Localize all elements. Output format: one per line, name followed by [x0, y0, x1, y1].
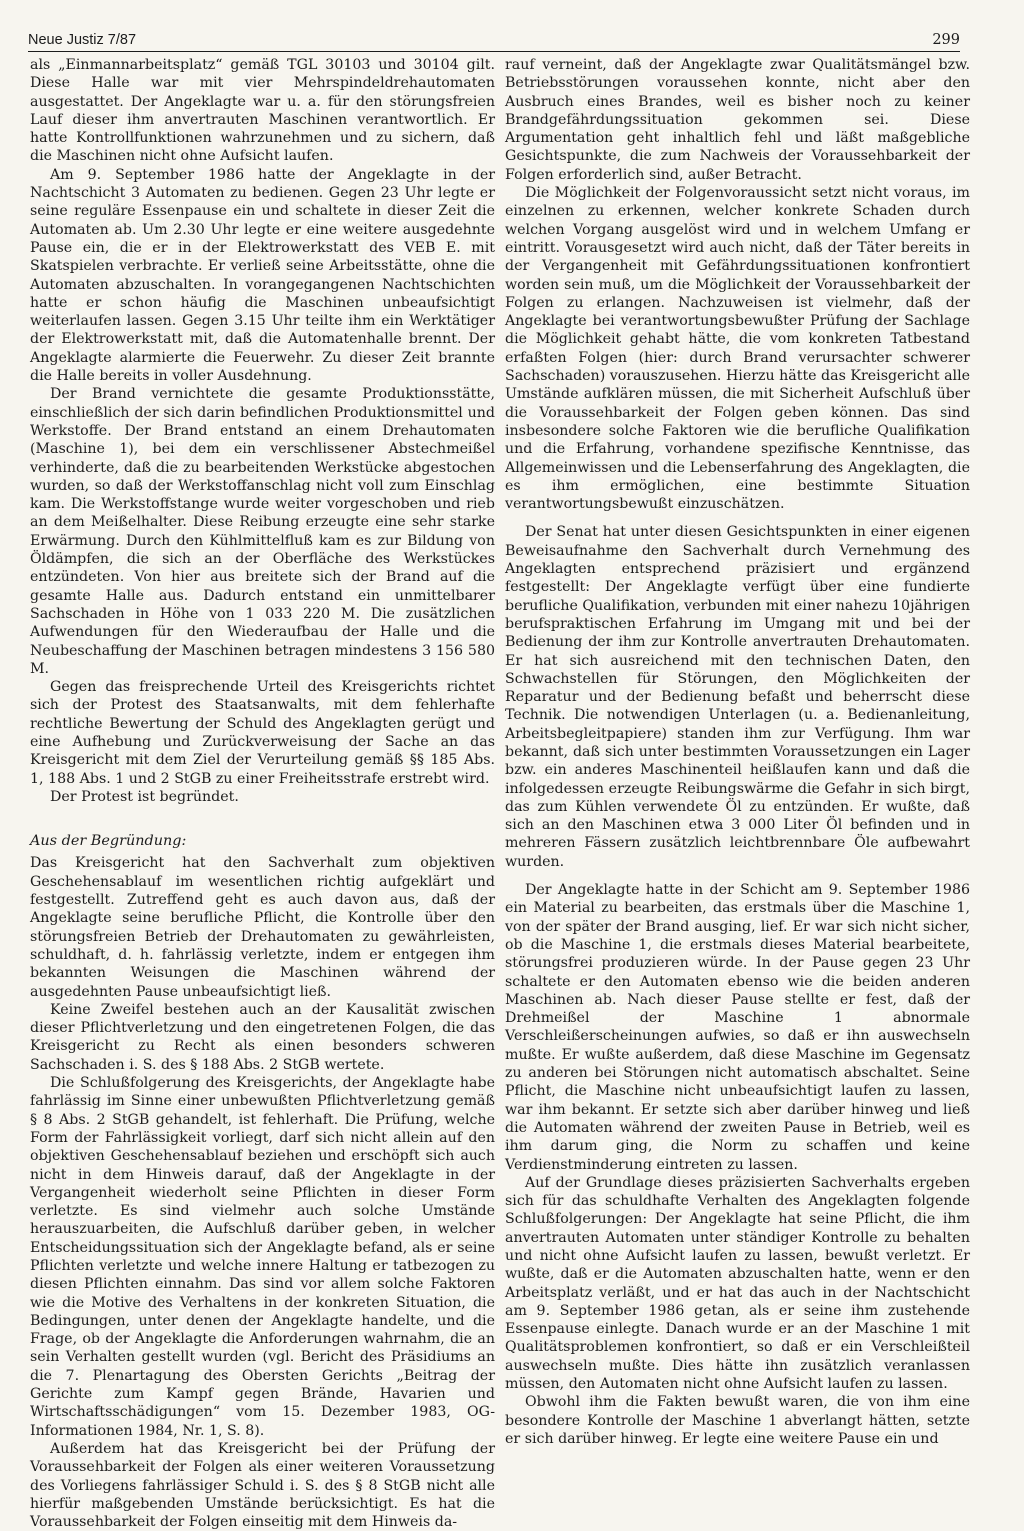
page-number: 299 [932, 32, 960, 48]
paragraph: Die Schlußfolgerung des Kreisgerichts, der Angeklagte habe fahrlässig im Sinne einer unbewußten Pflichtverletzung gemäß § 8 Abs. 2 StGB gehandelt, ist fehlerhaft. Die Prüfung, welche Form der Fahrlässigkeit vorliegt, darf sich nicht allein auf den objektiven Geschehensablauf beziehen und erschöpft sich auch nicht in dem Hinweis darauf, daß der Angeklagte in der Vergangenheit wiederholt seine Pflichten in dieser Form verletzte. Es sind vielmehr auch solche Umstände herauszuarbeiten, die Aufschluß darüber geben, in welcher Entscheidungssituation sich der Angeklagte befand, als er seine Pflichten verletzte und welche innere Haltung er tatbezogen zu diesen Pflichten einnahm. Das sind vor allem solche Faktoren wie die Motive des Verhaltens in der konkreten Situation, die Bedingungen, unter denen der Angeklagte handelte, und die Frage, ob der Angeklagte die Anforderungen wahrnahm, die an sein Verhalten gestellt wurden (vgl. Bericht des Präsidiums an die 7. Plenartagung des Obersten Gerichts „Beitrag der Gerichte zum Kampf gegen Brände, Havarien und Wirtschaftsschädigungen“ vom 15. Dezember 1983, OG-Informationen 1984, Nr. 1, S. 8). [30, 1075, 495, 1439]
left-column [30, 56, 495, 1531]
paragraph: Die Möglichkeit der Folgenvoraussicht setzt nicht voraus, im einzelnen zu erkennen, welcher konkrete Schaden durch welchen Vorgang ausgelöst wird und in welchem Umfang er eintritt. Vorausgesetzt wird auch nicht, daß der Täter bereits in der Vergangenheit mit Gefährdungssituationen konfrontiert worden sein muß, um die Möglichkeit der Voraussehbarkeit der Folgen zu erlangen. Nachzuweisen ist vielmehr, daß der Angeklagte bei verantwortungsbewußter Prüfung der Sachlage die Möglichkeit gehabt hätte, die vom konkreten Tatbestand erfaßten Folgen (hier: durch Brand verursachter schwerer Sachschaden) vorauszusehen. Hierzu hätte das Kreisgericht alle Umstände aufklären müssen, die mit Sicherheit Aufschluß über die Voraussehbarkeit der Folgen geben können. Das sind insbesondere solche Faktoren wie die berufliche Qualifikation und die Erfahrung, vorhandene spezifische Kenntnisse, das Allgemeinwissen und die Lebenserfahrung des Angeklagten, die es ihm ermöglichen, eine bestimmte Situation verantwortungsbewußt einzuschätzen. [505, 185, 971, 513]
paragraph: Der Angeklagte hatte in der Schicht am 9. September 1986 ein Material zu bearbeiten, das erstmals über die Maschine 1, von der später der Brand ausging, lief. Er war sich nicht sicher, ob die Maschine 1, die erstmals dieses Material bearbeitete, störungsfrei produzieren würde. In der Pause gegen 23 Uhr schaltete er den Automaten ebenso wie die beiden anderen Maschinen ab. Nach dieser Pause stellte er fest, daß der Drehmeißel der Maschine 1 abnormale Verschleißerscheinungen aufwies, so daß er ihn auswechseln mußte. Er wußte außerdem, daß diese Maschine im Gegensatz zu anderen bei Störungen nicht automatisch abschaltet. Seine Pflicht, die Maschine nicht unbeaufsichtigt laufen zu lassen, war ihm bekannt. Er setzte sich aber darüber hinweg und ließ die Automaten während der zweiten Pause in Betrieb, weil es ihm darum ging, die Norm zu schaffen und keine Verdienstminderung eintreten zu lassen. [505, 882, 970, 1173]
paragraph: rauf verneint, daß der Angeklagte zwar Qualitätsmängel bzw. Betriebsstörungen voraussehen konnte, nicht aber den Ausbruch eines Brandes, weil es bisher noch zu keiner Brandgefährdungssituation gekommen sei. Diese Argumentation geht inhaltlich fehl und läßt maßgebliche Gesichtspunkte, die zum Nachweis der Voraussehbarkeit der Folgen erforderlich sind, außer Betracht. [505, 57, 970, 183]
right-column [505, 56, 970, 1448]
paragraph: Der Brand vernichtete die gesamte Produktionsstätte, einschließlich der sich darin befindlichen Produktionsmittel und Werkstoffe. Der Brand entstand an einem Drehautomaten (Maschine 1), bei dem ein verschlissener Abstechmeißel verhinderte, daß die zu bearbeitenden Werkstücke abgestochen wurden, so daß der Werkstoffanschlag nicht voll zum Einschlag kam. Die Werkstoffstange wurde weiter vorgeschoben und rieb an dem Meißelhalter. Diese Reibung erzeugte eine sehr starke Erwärmung. Durch den Kühlmittelfluß kam es zur Bildung von Öldämpfen, die sich an der Oberfläche des Werkstückes entzündeten. Von hier aus breitete sich der Brand auf die gesamte Halle aus. Dadurch entstand ein unmittelbarer Sachschaden in Höhe von 1 033 220 M. Die zusätzlichen Aufwendungen für den Wiederaufbau der Halle und die Neubeschaffung der Maschinen betragen mindestens 3 156 580 M. [30, 386, 495, 677]
paragraph: Der Senat hat unter diesen Gesichtspunkten in einer eigenen Beweisaufnahme den Sachverhalt durch Vernehmung des Angeklagten entsprechend präzisiert und ergänzend festgestellt: Der Angeklagte verfügt über eine fundierte berufliche Qualifikation, verbunden mit einer nahezu 10jährigen berufspraktischen Erfahrung im Umgang mit und bei der Bedienung der ihm zur Kontrolle anvertrauten Drehautomaten. Er hat sich ausreichend mit den technischen Daten, den Schwachstellen für Störungen, den Möglichkeiten der Reparatur und der Bedienung befaßt und beherrscht diese Technik. Die notwendigen Unterlagen (u. a. Bedienanleitung, Arbeitsbegleitpapiere) standen ihm zur Verfügung. Ihm war bekannt, daß sich unter bestimmten Voraussetzungen ein Lager bzw. ein anderes Maschinenteil heißlaufen kann und daß die infolgedessen erzeugte Reibungswärme die Gefahr in sich birgt, das zum Kühlen verwendete Öl zu entzünden. Er wußte, daß sich an den Maschinen etwa 3 000 Liter Öl befinden und in mehreren Fässern zusätzlich leichtbrennbare Öle aufbewahrt wurden. [505, 524, 971, 870]
paragraph: Außerdem hat das Kreisgericht bei der Prüfung der Voraussehbarkeit der Folgen als einer weiteren Voraussetzung des Vorliegens fahrlässiger Schuld i. S. des § 8 StGB nicht alle hierfür maßgebenden Umstände berücksichtigt. Es hat die Voraussehbarkeit der Folgen einseitig mit dem Hinweis da- [30, 1440, 495, 1531]
paragraph: als „Einmannarbeitsplatz“ gemäß TGL 30103 und 30104 gilt. Diese Halle war mit vier Mehrspindeldrehautomaten ausgestattet. Der Angeklagte war u. a. für den störungsfreien Lauf dieser ihm anvertrauten Maschinen verantwortlich. Er hatte Kontrollfunktionen wahrzunehmen und zu sichern, daß die Maschinen nicht ohne Aufsicht laufen. [30, 57, 495, 165]
paragraph: Auf der Grundlage dieses präzisierten Sachverhalts ergeben sich für das schuldhafte Verhalten des Angeklagten folgende Schlußfolgerungen: Der Angeklagte hat seine Pflicht, die ihm anvertrauten Automaten unter ständiger Kontrolle zu behalten und nicht ohne Aufsicht laufen zu lassen, bewußt verletzt. Er wußte, daß er die Automaten abzuschalten hatte, wenn er den Arbeitsplatz verläßt, und er hat das auch in der Nachtschicht am 9. September 1986 getan, als er seine ihm zustehende Essenpause einlegte. Danach wurde er an der Maschine 1 mit Qualitätsproblemen konfrontiert, so daß er ein Verschleißteil auswechseln mußte. Dies hätte ihn zusätzlich veranlassen müssen, den Automaten nicht ohne Aufsicht laufen zu lassen. [505, 1174, 970, 1393]
paragraph: Das Kreisgericht hat den Sachverhalt zum objektiven Geschehensablauf im wesentlichen richtig aufgeklärt und festgestellt. Zutreffend geht es auch davon aus, daß der Angeklagte seine berufliche Pflicht, die Kontrolle über den störungsfreien Betrieb der Drehautomaten zu gewährleisten, schuldhaft, d. h. fahrlässig verletzte, indem er entgegen ihm bekannten Weisungen die Maschinen während der ausgedehnten Pause unbeaufsichtigt ließ. [30, 855, 495, 1000]
section-heading: Aus der Begründung: [30, 833, 187, 850]
journal-title: Neue Justiz 7/87 [28, 32, 137, 48]
paragraph: Gegen das freisprechende Urteil des Kreisgerichts richtet sich der Protest des Staatsanwalts, mit dem fehlerhafte rechtliche Bewertung der Schuld des Angeklagten gerügt und eine Aufhebung und Zurückverweisung der Sache an das Kreisgericht mit dem Ziel der Verurteilung gemäß §§ 185 Abs. 1, 188 Abs. 1 und 2 StGB zu einer Freiheitsstrafe erstrebt wird. [30, 679, 495, 787]
paragraph: Keine Zweifel bestehen auch an der Kausalität zwischen dieser Pflichtverletzung und den eingetretenen Folgen, die das Kreisgericht zu Recht als einen besonders schweren Sachschaden i. S. des § 188 Abs. 2 StGB wertete. [30, 1001, 495, 1073]
paragraph: Der Protest ist begründet. [50, 788, 239, 805]
running-header [28, 22, 960, 52]
paragraph: Am 9. September 1986 hatte der Angeklagte in der Nachtschicht 3 Automaten zu bedienen. Gegen 23 Uhr legte er seine reguläre Essenpause ein und schaltete in dieser Zeit die Automaten ab. Um 2.30 Uhr legte er eine weitere ausgedehnte Pause ein, die er in der Elektrowerkstatt des VEB E. mit Skatspielen verbrachte. Er verließ seine Arbeitsstätte, ohne die Automaten abzuschalten. In vorangegangenen Nachtschichten hatte er schon häufig die Maschinen unbeaufsichtigt weiterlaufen lassen. Gegen 3.15 Uhr teilte ihm ein Werktätiger der Elektrowerkstatt mit, daß die Automatenhalle brennt. Der Angeklagte alarmierte die Feuerwehr. Zu dieser Zeit brannte die Halle bereits in voller Ausdehnung. [30, 166, 495, 385]
paragraph: Obwohl ihm die Fakten bewußt waren, die von ihm eine besondere Kontrolle der Maschine 1 abverlangt hätten, setzte er sich darüber hinweg. Er legte eine weitere Pause ein und [505, 1394, 970, 1447]
